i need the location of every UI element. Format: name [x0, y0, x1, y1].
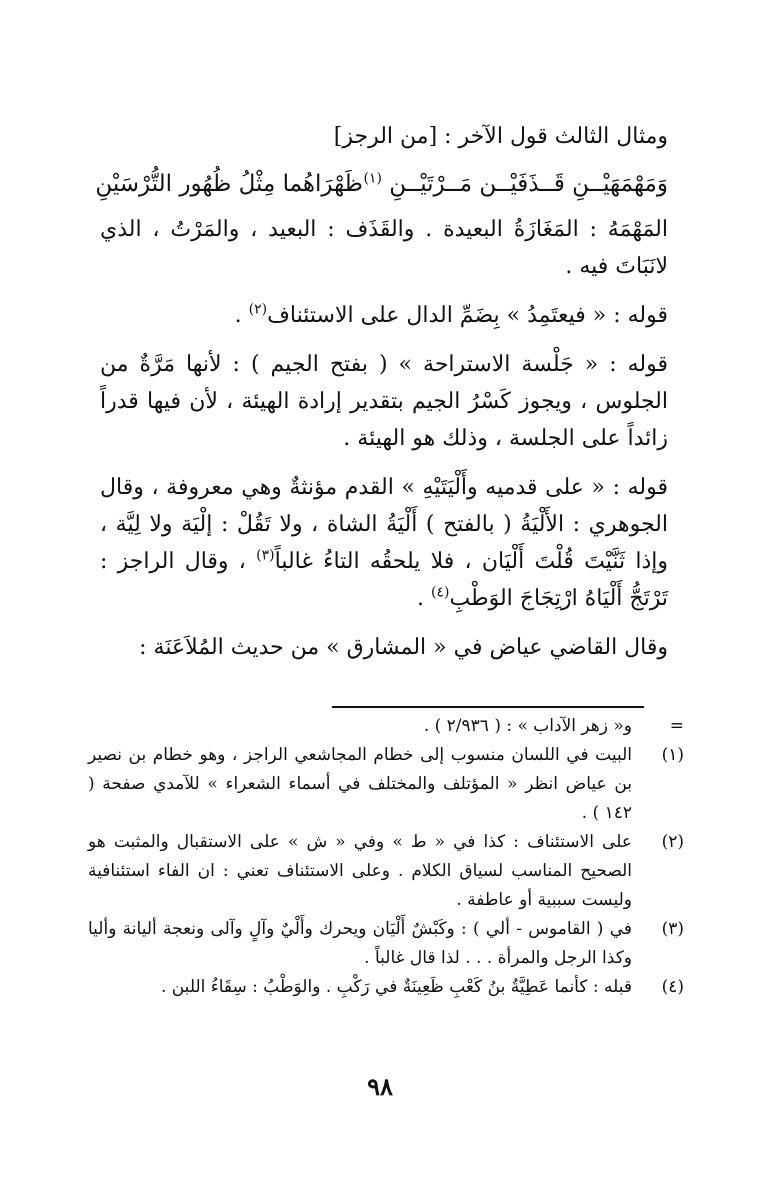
verse-line — [95, 161, 668, 207]
footnote-ref-2[interactable]: (٢) — [248, 301, 268, 318]
verse-hemistich-first: وَمَهْمَهَيْــنِ قَــذَفَيْــن مَــرْتَيْــنِ $^{(١)}$ — [363, 170, 668, 197]
footnote-text: على الاستئناف : كذا في « ط » وفي « ش » على الاستقبال والمثبت هو الصحيح المناسب لسياق الكلام . وعلى الاستئناف تعني : ان الفاء استئنافية وليست سببية أو عاطفة . — [88, 832, 632, 910]
footnote-text: قبله : كأنما عَطِيَّةُ بنُ كَعْبِ ظَعِينَةٌ في رَكْبِ . والوَطْبُ : سِقَاءُ اللبن . — [160, 977, 632, 997]
gloss-paragraph: المَهْمَهُ : المَغَازَةُ البعيدة . والقَذَف : البعيد ، والمَرْتُ ، الذي لانَبَاتَ فيه . — [100, 217, 668, 279]
footnote-3 — [88, 915, 684, 973]
footnote-number: (١) — [661, 745, 684, 765]
verse-hemistich-second: ظَهْرَاهُما مِثْلُ ظُهُور التُّرْسَيْنِ — [95, 171, 363, 197]
paragraph-yatamid: قوله : « فيعتَمِدُ » بِضَمِّ الدال على الاستئناف$^{(٢)}$ . — [234, 301, 668, 328]
footnote-1 — [88, 741, 684, 828]
footnote-ref-4[interactable]: (٤) — [431, 584, 450, 601]
footnote-4 — [88, 973, 684, 1002]
footnote-2 — [88, 828, 684, 915]
footnote-carry-text: و« زهر الآداب » : ( ٢/٩٣٦ ) . — [423, 716, 632, 736]
footnote-text: البيت في اللسان منسوب إلى خطام المجاشعي الراجز ، وهو خطام بن نصير بن عياض انظر « المؤتلف والمختلف في أسماء الشعراء » للآمدي صفحة ( ١٤٢ ) . — [88, 745, 632, 823]
main-text — [95, 118, 668, 666]
footnote-separator — [332, 706, 644, 708]
page-number: ٩٨ — [367, 1072, 393, 1101]
footnote-text: في ( القاموس - ألي ) : وكَبْشٌ أَلْيَان ويحرك وأَلْيٌ وآلٍ وآلى ونعجة أليانة وأليا وكذا الرجل والمرأة . . . لذا قال غالباً . — [88, 919, 632, 968]
footnote-number: (٢) — [661, 832, 684, 852]
footnote-ref-3[interactable]: (٣) — [256, 547, 275, 564]
verse-intro: ومثال الثالث قول الآخر : [من الرجز] — [333, 124, 668, 149]
paragraph-iyad: وقال القاضي عياض في « المشارق » من حديث المُلاَعَنَة : — [139, 635, 668, 660]
footnote-number: (٤) — [661, 977, 684, 997]
footnote-carry-mark: = — [669, 716, 684, 736]
footnote-carry — [88, 712, 684, 741]
footnotes — [88, 712, 684, 1002]
paragraph-alya: قوله : « على قدميه وأَلْيَتَيْهِ » القدم مؤنثةٌ وهي معروفة ، وقال الجوهري : الأَلْيَةُ ( بالفتح ) أَلْيَةُ الشاة ، ولا تَقُلْ : إلْيَة ولا لِيَّة ، وإذا ثَنَّيْتَ قُلْتَ أَلْيَان ، فلا يلحقُه التاءُ غالباً$^{(٣)}$ ، وقال الراجز : تَرْتَجُّ أَلْيَاهُ ارْتِجَاجَ الوَطْبِ$^{(٤)}$ . — [100, 475, 668, 611]
paragraph-jalsa: قوله : « جَلْسة الاستراحة » ( بفتح الجيم ) : لأنها مَرَّةٌ من الجلوس ، ويجوز كَسْرُ الجيم بتقدير إرادة الهيئة ، لأن فيها قدراً زائداً على الجلسة ، وذلك هو الهيئة . — [100, 352, 668, 451]
footnote-number: (٣) — [661, 919, 684, 939]
footnote-ref-1[interactable]: (١) — [363, 170, 382, 187]
